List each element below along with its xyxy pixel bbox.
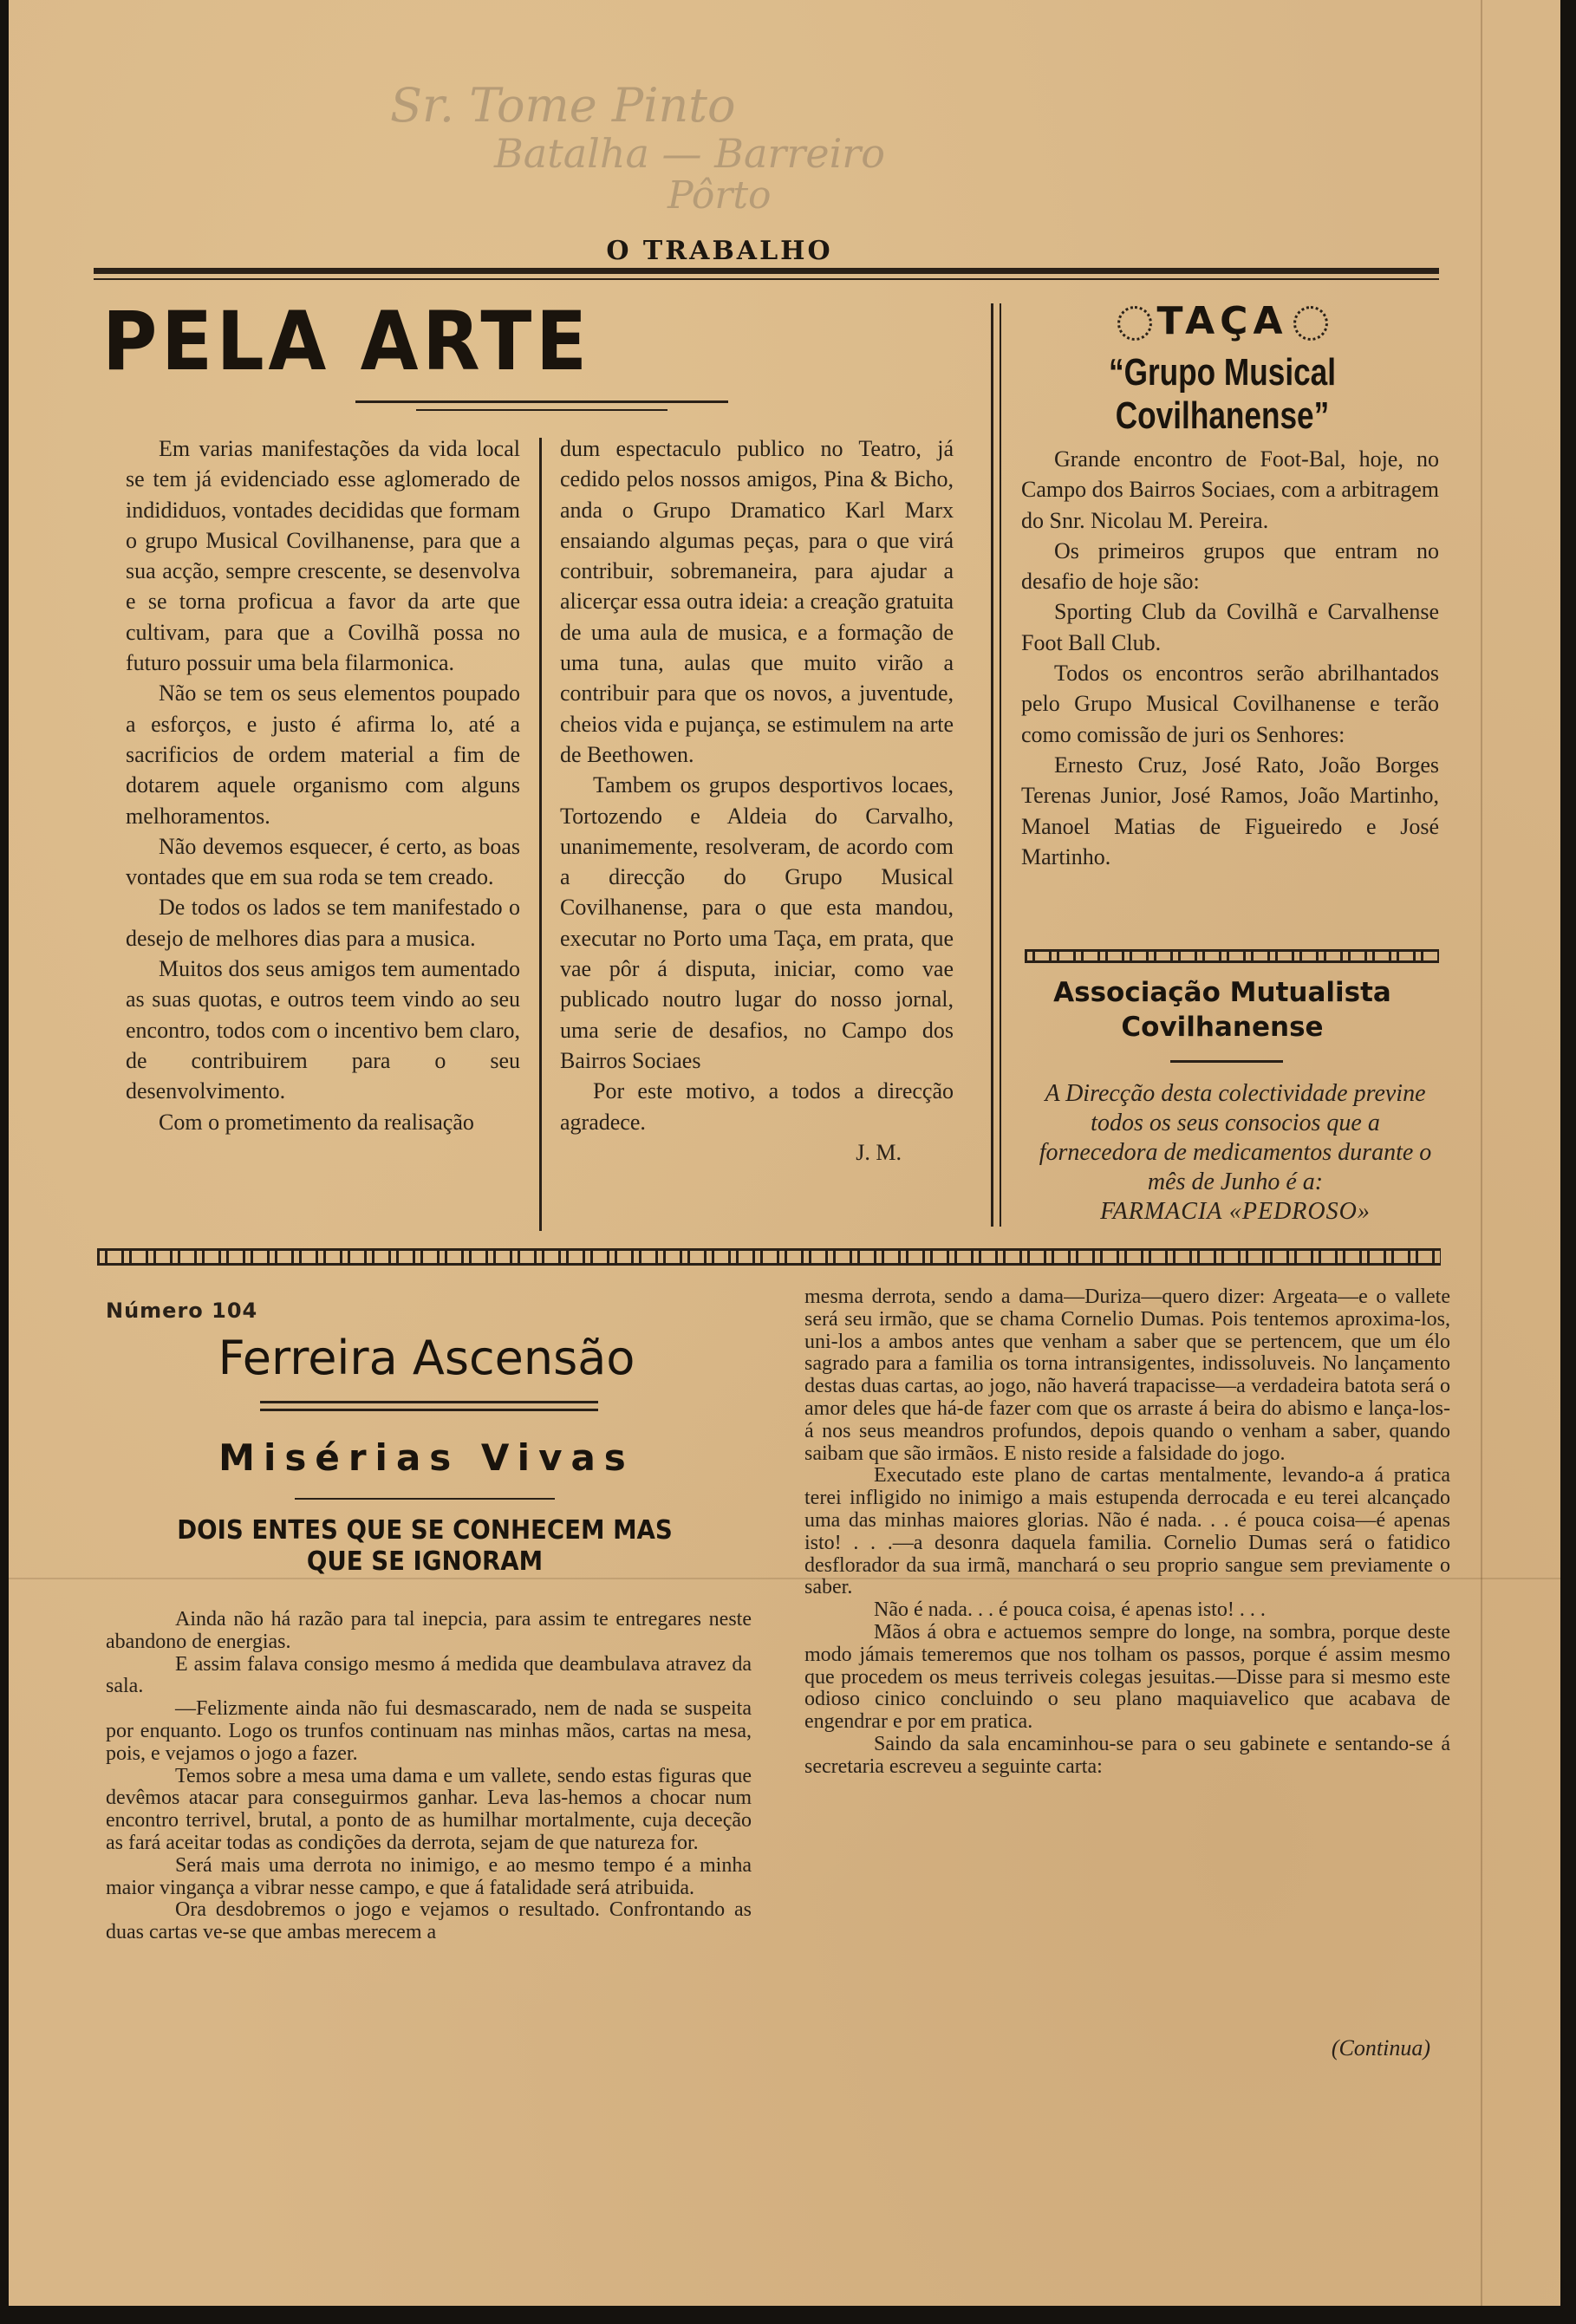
paragraph: Não devemos esquecer, é certo, as boas vontades que em sua roda se tem creado. bbox=[126, 833, 520, 890]
paragraph: mesma derrota, sendo a dama—Duriza—quero dizer: Argeata—e o vallete será seu irmão, que se chama Cornelio Dumas. Pois tentemos aproxima-los, uni-los a ambos antes que venham a saber que se pertencem, que um élo sagrado para a familia os torna intransigentes, indissoluveis. No lançamento destas duas cartas, ao jogo, não haverá trapacisse—a verdadeira batota será o amor deles que há-de fazer com que os arraste á beira do abismo e lança-los-á nos seus meandros profundos, depois quando o venham a saber, quando saibam que são irmãos. E nisto reside a falsidade do jogo. bbox=[804, 1286, 1450, 1465]
serial-column-left bbox=[106, 1609, 752, 1944]
header-rule-thin bbox=[94, 278, 1439, 280]
taca-subtitle: “Grupo Musical Covilhanense” bbox=[1108, 351, 1337, 437]
author-rule bbox=[260, 1409, 598, 1411]
paragraph: Todos os encontros serão abrilhantados pelo Grupo Musical Covilhanense e terão como comissão de juri os Senhores: bbox=[1021, 661, 1439, 747]
taca-title: TAÇA bbox=[1014, 299, 1430, 343]
assoc-rule bbox=[1170, 1060, 1283, 1063]
handwritten-note: Batalha — Barreiro bbox=[494, 130, 885, 177]
paragraph: dum espectaculo publico no Teatro, já cedido pelos nossos amigos, Pina & Bicho, anda o Grupo Dramatico Karl Marx ensaiando algumas peças, para o que virá contribuir, sobremaneira, para ajudar a alicerçar essa outra ideia: a creação gratuita de uma aula de musica, e a formação de uma tuna, aulas que muito virão a contribuir para que os novos, a juventude, cheios vida e pujança, se estimulem na arte de Beethowen. bbox=[560, 436, 954, 767]
paragraph: Os primeiros grupos que entram no desafio de hoje são: bbox=[1021, 537, 1439, 595]
ornament-icon bbox=[1117, 306, 1152, 341]
handwritten-note: Sr. Tome Pinto bbox=[390, 78, 736, 133]
pharmacy-name: FARMACIA «PEDROSO» bbox=[1100, 1198, 1371, 1225]
serial-column-right bbox=[804, 1286, 1450, 1779]
handwritten-note: Pôrto bbox=[668, 173, 772, 218]
paragraph: Grande encontro de Foot-Bal, hoje, no Campo dos Bairros Sociaes, com a arbitragem do Snr. Nicolau M. Pereira. bbox=[1021, 446, 1439, 533]
column-divider-thin bbox=[1000, 303, 1001, 1227]
paragraph: Ernesto Cruz, José Rato, João Borges Terenas Junior, José Ramos, João Martinho, Manoel Matias de Figueiredo e José Martinho. bbox=[1021, 752, 1439, 869]
paragraph: Sporting Club da Covilhã e Carvalhense Foot Ball Club. bbox=[1021, 599, 1439, 655]
paragraph: Não se tem os seus elementos poupado a esforços, e justo é afirma lo, até a sacrificios de ordem material a fim de dotarem aquele organismo com alguns melhoramentos. bbox=[126, 680, 520, 829]
paragraph: Será mais uma derrota no inimigo, e ao mesmo tempo é a minha maior vingança a vibrar nesse campo, e que á fatalidade será atribuida. bbox=[106, 1853, 752, 1899]
paragraph: —Felizmente ainda não fui desmascarado, nem de nada se suspeita por enquanto. Logo os trunfos continuam nas minhas mãos, cartas na mesa, pois, e vejamos o jogo a fazer. bbox=[106, 1697, 752, 1765]
paper-fold-vertical bbox=[1481, 0, 1482, 2306]
ornament-icon bbox=[1293, 306, 1328, 341]
paragraph: Ora desdobremos o jogo e vejamos o resultado. Confrontando as duas cartas ve-se que ambas merecem a bbox=[106, 1898, 752, 1944]
author-rule bbox=[260, 1401, 598, 1403]
paragraph: Por este motivo, a todos a direcção agradece. bbox=[560, 1078, 954, 1135]
serial-number: Número 104 bbox=[106, 1299, 258, 1323]
paragraph: Saindo da sala encaminhou-se para o seu gabinete e sentando-se á secretaria escreveu a seguinte carta: bbox=[804, 1732, 1450, 1778]
paragraph: E assim falava consigo mesmo á medida que deambulava atravez da sala. bbox=[106, 1652, 752, 1698]
header-rule bbox=[94, 268, 1439, 274]
signature: J. M. bbox=[856, 1139, 902, 1165]
newspaper-page bbox=[9, 0, 1560, 2306]
taca-column bbox=[1021, 444, 1439, 872]
notice-text: A Direcção desta colectividade previne todos os seus consocios que a fornecedora de medicamentos durante o mês de Junho é a: bbox=[1039, 1080, 1432, 1195]
paragraph: Com o prometimento da realisação bbox=[159, 1109, 474, 1135]
article-title: PELA ARTE bbox=[102, 295, 591, 389]
paragraph: Tambem os grupos desportivos locaes, Tortozendo e Aldeia do Carvalho, unanimemente, resolveram, de acordo com a direcção do Grupo Musical Covilhanense, para o que esta mandou, executar no Porto uma Taça, em prata, que vae pôr á disputa, iniciar, como vae publicado noutro lugar do nosso jornal, uma serie de desafios, no Campo dos Bairros Sociaes bbox=[560, 772, 954, 1073]
chapter-title: DOIS ENTES QUE SE CONHECEM MAS QUE SE IGNORAM bbox=[177, 1515, 673, 1577]
title-rule bbox=[355, 400, 728, 403]
paragraph: Temos sobre a mesa uma dama e um vallete, sendo estas figuras que devêmos atacar para conseguirmos ganhar. Leva las-hemos a chocar num encontro terrivel, brutal, a ponto de as humilhar mortalmente, cuja deceção as fará aceitar todas as condições da derrota, sejam de que natureza for. bbox=[106, 1764, 752, 1854]
article-column-2 bbox=[560, 433, 954, 1168]
continued-note: (Continua) bbox=[1331, 2035, 1430, 2060]
serial-title: Misérias Vivas bbox=[218, 1436, 635, 1479]
serial-author: Ferreira Ascensão bbox=[218, 1331, 635, 1385]
paragraph: Em varias manifestações da vida local se tem já evidenciado esse aglomerado de indididuos, vontades decididas que formam o grupo Musical Covilhanense, para que a sua acção, sempre crescente, se desenvolva e se torna proficua a favor da arte que cultivam, para que a Covilhã possa no futuro possuir uma bela filarmonica. bbox=[126, 436, 520, 676]
assoc-notice bbox=[1032, 1079, 1439, 1227]
paragraph: Ainda não há razão para tal inepcia, para assim te entregares neste abandono de energias. bbox=[106, 1608, 752, 1653]
article-column-1 bbox=[126, 433, 520, 1137]
paragraph: De todos os lados se tem manifestado o desejo de melhores dias para a musica. bbox=[126, 895, 520, 951]
paragraph: Executado este plano de cartas mentalmente, levando-a á pratica terei infligido no inimigo a mais estupenda derrocada e eu terei alcançado uma das minhas maiores glorias. Não é nada. . . é pouca coisa—é apenas isto! . . .—a desonra daquela familia. Cornelio Dumas será o fatidico desflorador da sua irmã, manchará o seu proprio sangue sem previamente o saber. bbox=[804, 1464, 1450, 1599]
title-rule bbox=[416, 409, 668, 411]
section-divider bbox=[97, 1248, 1441, 1266]
running-title: O TRABALHO bbox=[606, 236, 833, 266]
column-divider bbox=[991, 303, 993, 1227]
assoc-title: Associação Mutualista Covilhanense bbox=[1053, 977, 1391, 1043]
ornamental-rule bbox=[1025, 949, 1439, 963]
paragraph: Não é nada. . . é pouca coisa, é apenas isto! . . . bbox=[874, 1598, 1266, 1622]
paragraph: Mãos á obra e actuemos sempre do longe, na sombra, porque deste modo jámais temeremos que nos tolham os passos, porque é assim mesmo que procedem os meus terriveis colegas jesuitas.—Disse para si mesmo este odioso cinico concluindo o seu plano maquiavelico que acabava de engendrar e por em pratica. bbox=[804, 1620, 1450, 1734]
series-rule bbox=[295, 1498, 555, 1500]
paragraph: Muitos dos seus amigos tem aumentado as suas quotas, e outros teem vindo ao seu encontro, todos com o incentivo bem claro, de contribuirem para o seu desenvolvimento. bbox=[126, 956, 520, 1104]
column-divider bbox=[539, 438, 542, 1231]
